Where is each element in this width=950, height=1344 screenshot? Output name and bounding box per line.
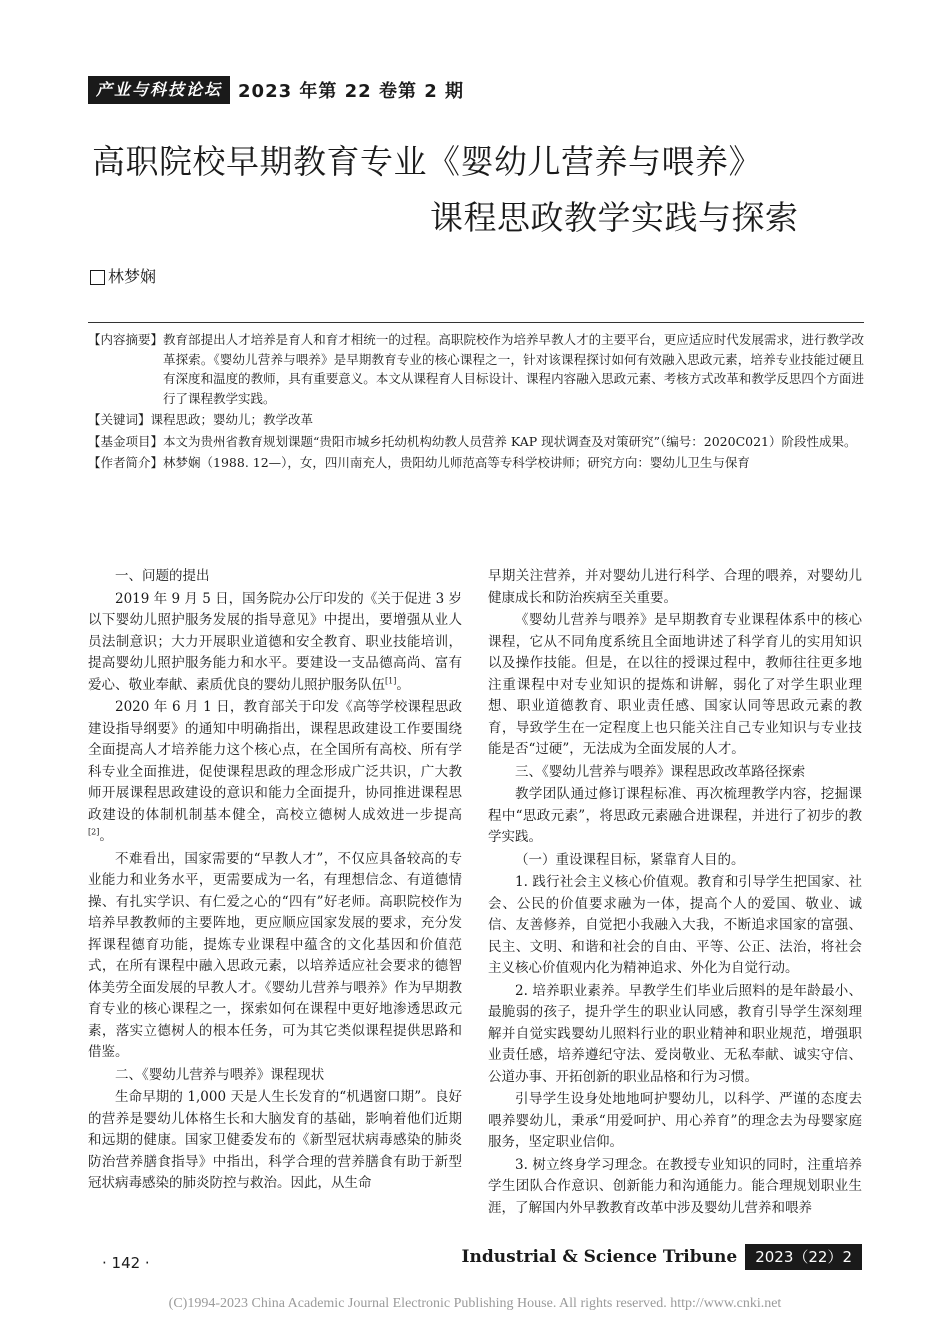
paragraph	[88, 589, 462, 697]
body-column-left	[88, 566, 462, 1196]
author	[90, 264, 156, 290]
keywords-row	[88, 410, 864, 430]
copyright-watermark: (C)1994-2023 China Academic Journal Electronic Publishing House. All rights reserved. http://www.cnki.net	[168, 1296, 782, 1311]
article-title-line2: 课程思政教学实践与探索	[430, 198, 799, 237]
bio-text: 林梦娴（1988. 12—），女，四川南充人，贵阳幼儿师范高等专科学校讲师；研究方向：婴幼儿卫生与保育	[163, 455, 750, 470]
abstract-label: 【内容摘要】	[88, 332, 164, 347]
abstract-text: 教育部提出人才培养是育人和育才相统一的过程。高职院校作为培养早教人才的主要平台，更应适应时代发展需求，进行教学改革探索。《婴幼儿营养与喂养》是早期教育专业的核心课程之一，针对该课程探讨如何有效融入思政元素，培养专业技能过硬且有深度和温度的教师，具有重要意义。本文从课程育人目标设计、课程内容融入思政元素、考核方式改革和教学反思四个方面进行了课程教学实践。	[163, 332, 864, 406]
citation-ref: [1]	[385, 676, 397, 685]
paragraph: 不难看出，国家需要的“早教人才”，不仅应具备较高的专业能力和业务水平，更需要成为一名，有理想信念、有道德情操、有扎实学识、有仁爱之心的“四有”好老师。高职院校作为培养早教教师的主要阵地，更应顺应国家发展的要求，充分发挥课程德育功能，提炼专业课程中蕴含的文化基因和价值范式，在所有课程中融入思政元素，以培养适应社会要求的德智体美劳全面发展的早教人才。《婴幼儿营养与喂养》作为早期教育专业的核心课程之一，探索如何在课程中更好地渗透思政元素，落实立德树人的根本任务，可为其它类似课程提供思路和借鉴。	[88, 850, 462, 1060]
footer-issue-badge: 2023（22）2	[745, 1244, 862, 1270]
square-icon	[90, 270, 105, 285]
section-heading-3: 三、《婴幼儿营养与喂养》课程思政改革路径探索	[515, 763, 806, 780]
paragraph: 生命早期的 1,000 天是人生长发育的“机遇窗口期”。良好的营养是婴幼儿体格生长和大脑发育的基础，影响着他们近期和远期的健康。国家卫健委发布的《新型冠状病毒感染的肺炎防治营养膳食指导》中指出，科学合理的营养膳食有助于新型冠状病毒感染的肺炎防控与救治。因此，从生命	[88, 1089, 462, 1191]
keywords-label: 【关键词】	[88, 412, 151, 427]
divider	[88, 322, 864, 323]
paragraph-end: 。	[99, 828, 113, 844]
paragraph-text: 2020 年 6 月 1 日，教育部关于印发《高等学校课程思政建设指导纲要》的通知中明确指出，课程思政建设工作要围绕全面提高人才培养能力这个核心点，在全国所有高校、所有学科专业全面推进，促使课程思政的理念形成广泛共识，广大教师开展课程思政建设的意识和能力全面提升，协同推进课程思政建设的体制机制基本健全，高校立德树人成效进一步提高	[88, 699, 462, 823]
paragraph: 3. 树立终身学习理念。在教授专业知识的同时，注重培养学生团队合作意识、创新能力和沟通能力。能合理规划职业生涯，了解国内外早教教育改革中涉及婴幼儿营养和喂养	[488, 1156, 862, 1216]
article-title-line1: 高职院校早期教育专业《婴幼儿营养与喂养》	[92, 142, 762, 181]
article-meta	[88, 330, 864, 475]
subsection-heading-3-1: （一）重设课程目标，紧靠育人目的。	[515, 851, 745, 868]
bio-row	[88, 453, 864, 473]
issue-label: 2023 年第 22 卷第 2 期	[238, 81, 465, 102]
author-name: 林梦娴	[108, 267, 157, 286]
section-heading-2: 二、《婴幼儿营养与喂养》课程现状	[115, 1066, 325, 1083]
footer-journal-name: Industrial & Science Tribune	[461, 1247, 738, 1267]
fund-row	[88, 432, 864, 452]
fund-text: 本文为贵州省教育规划课题“贵阳市城乡托幼机构幼教人员营养 KAP 现状调查及对策研究”（编号：2020C021）阶段性成果。	[163, 433, 857, 449]
bio-label: 【作者简介】	[88, 455, 164, 470]
abstract-row	[88, 330, 864, 408]
paragraph	[88, 697, 462, 848]
paragraph: 《婴幼儿营养与喂养》是早期教育专业课程体系中的核心课程，它从不同角度系统且全面地讲述了科学育儿的实用知识以及操作技能。但是，在以往的授课过程中，教师往往更多地注重课程中对专业知识的提炼和讲解，弱化了对学生职业理想、职业道德教育、职业责任感、国家认同等思政元素的教育，导致学生在一定程度上也只能关注自己专业知识与专业技能是否“过硬”，无法成为全面发展的人才。	[488, 612, 862, 757]
page-number: · 142 ·	[102, 1254, 150, 1272]
paragraph: 教学团队通过修订课程标准、再次梳理教学内容，挖掘课程中“思政元素”，将思政元素融合进课程，并进行了初步的教学实践。	[488, 786, 862, 845]
section-heading-1: 一、问题的提出	[115, 568, 210, 584]
paragraph: 早期关注营养，并对婴幼儿进行科学、合理的喂养，对婴幼儿健康成长和防治疾病至关重要。	[488, 568, 862, 606]
journal-header	[88, 76, 464, 104]
paragraph-end: 。	[396, 676, 410, 693]
paragraph: 2. 培养职业素养。早教学生们毕业后照料的是年龄最小、最脆弱的孩子，提升学生的职业认同感，教育引导学生深刻理解并自觉实践婴幼儿照料行业的职业精神和职业规范，增强职业责任感，培养遵纪守法、爱岗敬业、无私奉献、诚实守信、公道办事、开拓创新的职业品格和行为习惯。	[488, 982, 862, 1085]
footer-journal-block	[462, 1244, 862, 1270]
paragraph: 1. 践行社会主义核心价值观。教育和引导学生把国家、社会、公民的价值要求融为一体，提高个人的爱国、敬业、诚信、友善修养，自觉把小我融入大我，不断追求国家的富强、民主、文明、和谐和社会的自由、平等、公正、法治，将社会主义核心价值观内化为精神追求、外化为自觉行动。	[488, 874, 862, 976]
body-column-right	[488, 566, 862, 1220]
paragraph: 引导学生设身处地地呵护婴幼儿，以科学、严谨的态度去喂养婴幼儿，秉承“用爱呵护、用心养育”的理念去为母婴家庭服务，坚定职业信仰。	[488, 1091, 862, 1150]
journal-logo: 产业与科技论坛	[88, 76, 230, 104]
paragraph-text: 2019 年 9 月 5 日，国务院办公厅印发的《关于促进 3 岁以下婴幼儿照护服务发展的指导意见》中提出，要增强从业人员法制意识；大力开展职业道德和安全教育、职业技能培训，提高婴幼儿照护服务能力和水平。要建设一支品德高尚、富有爱心、敬业奉献、素质优良的婴幼儿照护服务队伍	[88, 590, 462, 693]
keywords-text: 课程思政；婴幼儿；教学改革	[150, 412, 314, 427]
fund-label: 【基金项目】	[88, 433, 164, 449]
citation-ref: [2]	[88, 827, 100, 837]
